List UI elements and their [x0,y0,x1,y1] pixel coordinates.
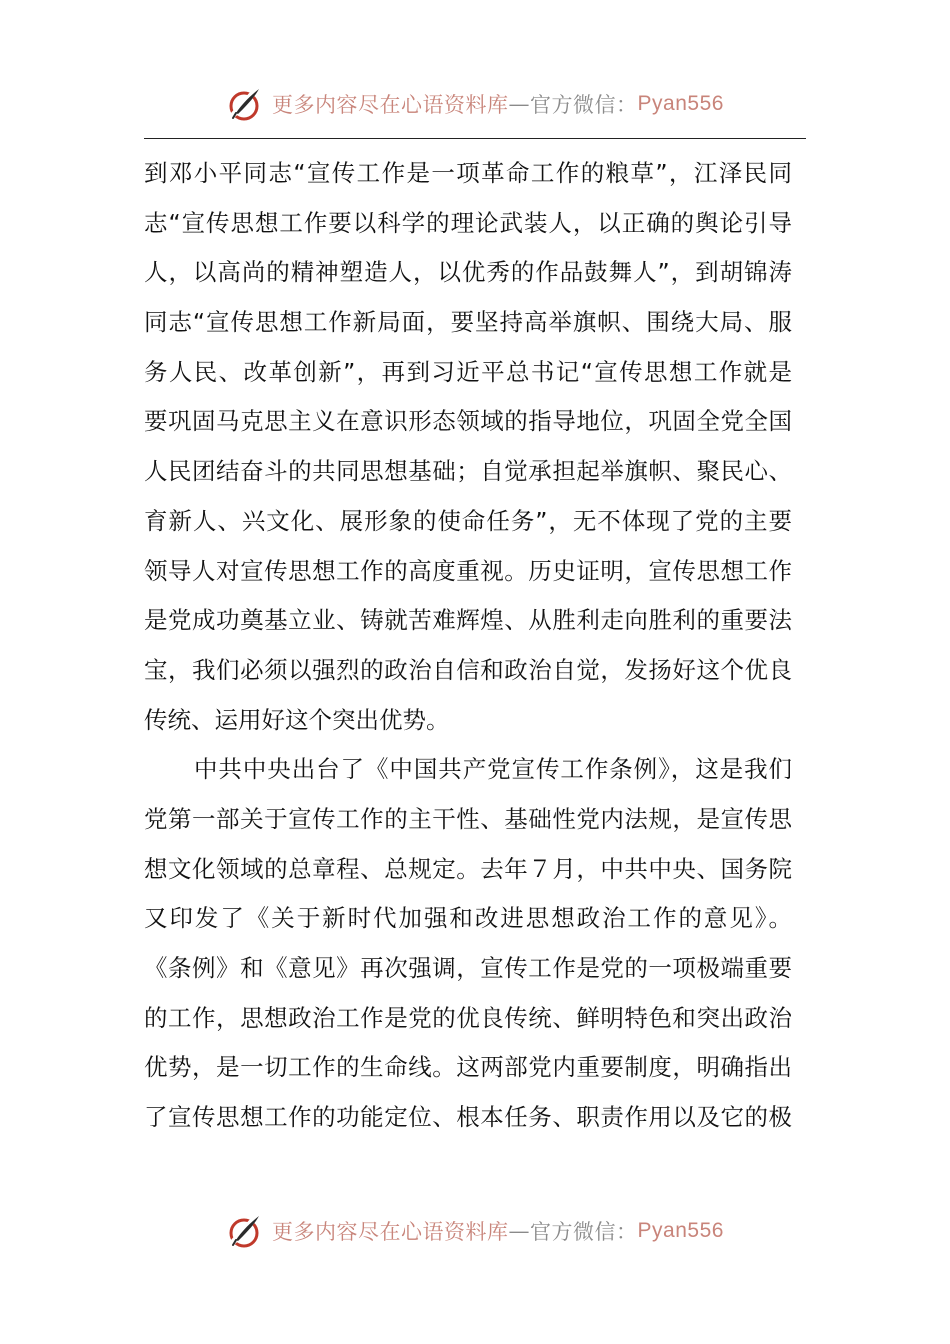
watermark-separator: — [508,1219,531,1243]
text-line: 了宣传思想工作的功能定位、根本任务、职责作用以及它的极 [144,1103,792,1132]
text-line: 务人民、改革创新”，再到习近平总书记“宣传思想工作就是 [144,357,792,386]
footer-watermark [0,1211,950,1251]
watermark-separator: — [508,92,531,116]
watermark-text: 更多内容尽在心语资料库 [272,93,509,117]
text-line: 人民团结奋斗的共同思想基础；自觉承担起举旗帜、聚民心、 [144,457,792,486]
text-line: 传统、运用好这个突出优势。 [144,705,450,734]
watermark-wechat-id: Pyan556 [637,1219,724,1242]
text-line: 领导人对宣传思想工作的高度重视。历史证明，宣传思想工作 [144,556,792,585]
text-line: 优势，是一切工作的生命线。这两部党内重要制度，明确指出 [144,1053,792,1082]
paragraph-1 [144,149,792,745]
text-line: 是党成功奠基立业、铸就苦难辉煌、从胜利走向胜利的重要法 [144,606,792,635]
text-line: 又印发了《关于新时代加强和改进思想政治工作的意见》。 [144,904,792,933]
text-line: 志“宣传思想工作要以科学的理论武装人，以正确的舆论引导 [144,208,792,237]
watermark-label: 官方微信： [530,1220,638,1244]
watermark-text: 更多内容尽在心语资料库 [272,1220,509,1244]
watermark-wechat-id: Pyan556 [637,92,724,115]
text-line: 人，以高尚的精神塑造人，以优秀的作品鼓舞人”，到胡锦涛 [144,258,792,287]
text-line: 育新人、兴文化、展形象的使命任务”，无不体现了党的主要 [144,506,792,535]
text-line: 到邓小平同志“宣传工作是一项革命工作的粮草”，江泽民同 [144,159,792,187]
text-line: 《条例》和《意见》再次强调，宣传工作是党的一项极端重要 [144,954,792,982]
text-line: 同志“宣传思想工作新局面，要坚持高举旗帜、围绕大局、服 [144,308,792,337]
header-divider [144,138,806,139]
text-line: 想文化领域的总章程、总规定。去年７月，中共中央、国务院 [144,854,792,883]
paragraph-2 [144,745,792,1143]
quill-logo-icon [226,84,266,124]
quill-logo-icon [226,1211,266,1251]
document-body [144,149,792,1143]
text-line: 宝，我们必须以强烈的政治自信和政治自觉，发扬好这个优良 [144,655,792,684]
text-line: 的工作，思想政治工作是党的优良传统、鲜明特色和突出政治 [144,1003,792,1032]
watermark-label: 官方微信： [530,93,638,117]
header-watermark [0,84,950,124]
text-line: 党第一部关于宣传工作的主干性、基础性党内法规，是宣传思 [144,804,792,833]
text-line: 要巩固马克思主义在意识形态领域的指导地位，巩固全党全国 [144,407,792,436]
text-line: 中共中央出台了《中国共产党宣传工作条例》，这是我们 [194,755,792,784]
